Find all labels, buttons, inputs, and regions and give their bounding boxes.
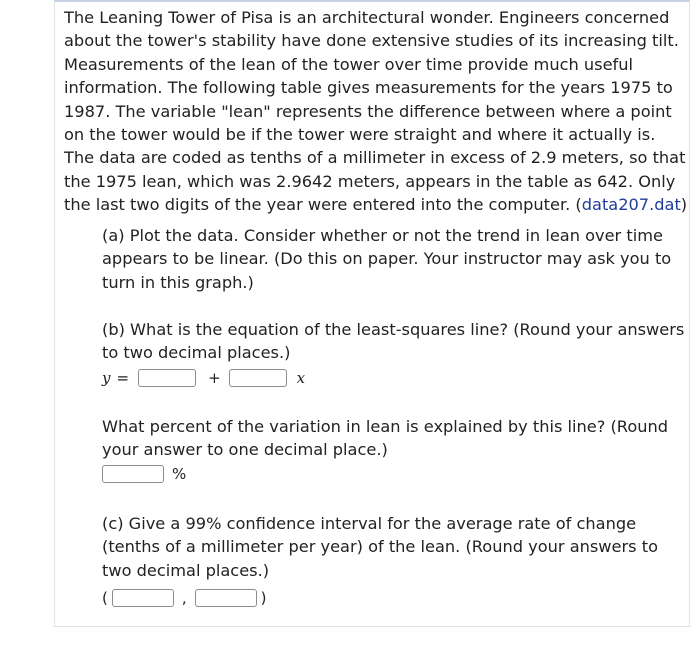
slope-input[interactable]: [229, 369, 287, 387]
problem-text: The Leaning Tower of Pisa is an architectural wonder. Engineers concerned about the tower's stability have done extensive studies of its increasing tilt. Measurements of the lean of the tower over time provide much useful information. The following table gives measurements for the years 1975 to 1987. The variable "lean" represents the difference between where a point on the tower would be if the tower were straight and where it actually is. The data are coded as tenths of a millimeter in excess of 2.9 meters, so that the 1975 lean, which was 2.9642 meters, appears in the table as 642. Only the last two digits of the year were entered into the computer. (: [64, 8, 686, 215]
problem-text-end: ): [680, 195, 688, 215]
equals-sign: =: [116, 369, 130, 387]
percent-variation-question: What percent of the variation in lean is explained by this line? (Round your answer to one decimal place.): [102, 417, 669, 460]
confidence-interval-row: [102, 588, 267, 608]
plus-sign: +: [208, 369, 221, 387]
close-paren: ): [260, 589, 267, 607]
regression-equation: [102, 368, 305, 388]
equation-y-label: y: [102, 369, 111, 387]
interval-comma: ,: [181, 589, 187, 607]
problem-statement: [64, 6, 688, 217]
percent-sign: %: [172, 465, 187, 483]
percent-input[interactable]: [102, 465, 164, 483]
part-a-text: (a) Plot the data. Consider whether or not the trend in lean over time appears to be linear. (Do this on paper. Your instructor may ask you to turn in this graph.): [102, 226, 672, 292]
part-c-text: (c) Give a 99% confidence interval for the average rate of change (tenths of a millimeter per year) of the lean. (Round your answers to two decimal places.): [102, 514, 658, 580]
intercept-input[interactable]: [138, 369, 196, 387]
ci-lower-input[interactable]: [112, 589, 174, 607]
data-file-link[interactable]: data207.dat: [581, 195, 681, 215]
open-paren: (: [102, 589, 108, 607]
part-b-text: (b) What is the equation of the least-squares line? (Round your answers to two decimal places.): [102, 320, 685, 363]
percent-answer-row: [102, 464, 186, 484]
equation-x-label: x: [296, 369, 306, 387]
ci-upper-input[interactable]: [195, 589, 257, 607]
